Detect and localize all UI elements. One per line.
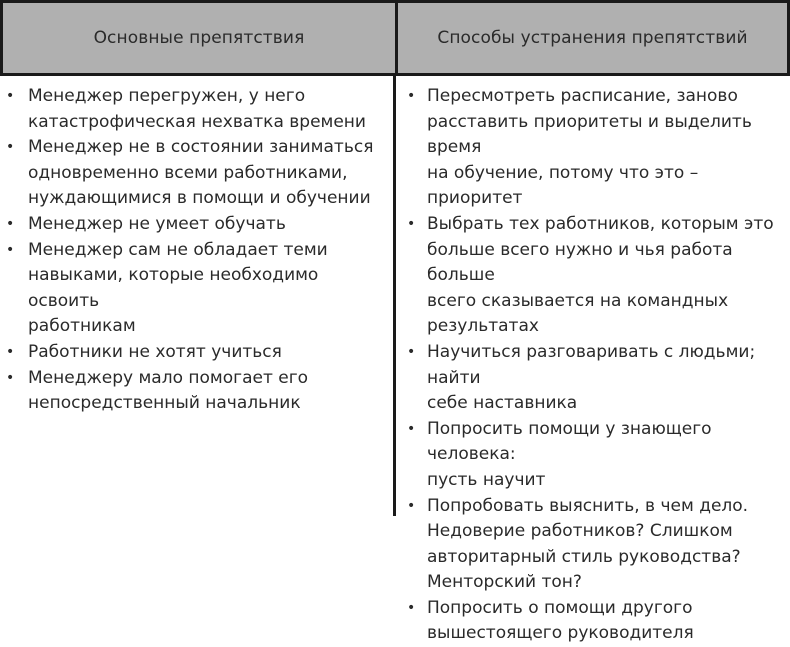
obstacles-column	[0, 84, 390, 417]
list-item-line: пусть научит	[427, 469, 546, 490]
list-item-line: Научиться разговаривать с людьми; найти	[427, 341, 756, 388]
list-item-line: Пересмотреть расписание, заново	[427, 86, 738, 106]
solutions-list	[400, 84, 788, 647]
bullet-icon: •	[6, 241, 15, 258]
list-item-line: всего сказывается на командных	[427, 290, 729, 311]
list-item-line: авторитарный стиль руководства?	[427, 546, 741, 567]
list-item-line: Попробовать выяснить, в чем дело.	[427, 495, 749, 516]
header-solutions: Способы устранения препятствий	[437, 28, 748, 48]
table-header-row	[0, 0, 790, 76]
obstacles-list	[0, 84, 390, 417]
list-item-line: Недоверие работников? Слишком	[427, 521, 733, 542]
list-item-line: катастрофическая нехватка времени	[28, 111, 366, 132]
list-item	[0, 340, 390, 366]
list-item-line: нуждающимися в помощи и обучении	[28, 188, 371, 209]
header-obstacles: Основные препятствия	[3, 3, 398, 73]
list-item	[0, 135, 390, 212]
list-item-line: Менторский тон?	[427, 572, 582, 593]
list-item-line: Менеджер не в состоянии заниматься	[28, 137, 374, 158]
list-item-line: Менеджер сам не обладает теми	[28, 239, 328, 260]
list-item	[0, 238, 390, 340]
bullet-icon: •	[407, 215, 416, 232]
bullet-icon: •	[6, 215, 15, 232]
list-item-line: результатах	[427, 316, 539, 337]
solutions-column	[400, 84, 788, 647]
list-item-line: Выбрать тех работников, которым это	[427, 213, 774, 234]
list-item	[400, 212, 788, 340]
list-item	[400, 494, 788, 596]
list-item-line: Менеджеру мало помогает его	[28, 367, 309, 388]
list-item-line: Попросить помощи у знающего человека:	[427, 418, 712, 465]
list-item-line: Менеджер перегружен, у него	[28, 86, 306, 106]
bullet-icon: •	[6, 139, 15, 156]
list-item	[0, 212, 390, 238]
list-item	[400, 596, 788, 647]
list-item	[0, 366, 390, 417]
list-item	[400, 417, 788, 494]
list-item	[400, 340, 788, 417]
bullet-icon: •	[6, 369, 15, 386]
list-item-line: Менеджер не умеет обучать	[28, 213, 286, 234]
list-item-line: вышестоящего руководителя	[427, 623, 694, 644]
column-divider	[393, 76, 396, 516]
list-item-line: работникам	[28, 316, 136, 337]
list-item-line: себе наставника	[427, 393, 578, 414]
bullet-icon: •	[407, 497, 416, 514]
bullet-icon: •	[407, 420, 416, 437]
list-item-line: навыками, которые необходимо освоить	[28, 265, 319, 311]
list-item-line: одновременно всеми работниками,	[28, 162, 348, 183]
list-item	[400, 84, 788, 212]
bullet-icon: •	[6, 343, 15, 360]
bullet-icon: •	[407, 599, 416, 616]
list-item-line: непосредственный начальник	[28, 393, 301, 414]
bullet-icon: •	[407, 88, 416, 104]
list-item-line: больше всего нужно и чья работа больше	[427, 239, 733, 286]
list-item-line: Работники не хотят учиться	[28, 341, 282, 362]
list-item-line: на обучение, потому что это – приоритет	[427, 162, 699, 209]
bullet-icon: •	[407, 343, 416, 360]
list-item-line: Попросить о помощи другого	[427, 597, 693, 618]
list-item-line: расставить приоритеты и выделить время	[427, 111, 752, 158]
list-item	[0, 84, 390, 135]
bullet-icon: •	[6, 88, 15, 104]
